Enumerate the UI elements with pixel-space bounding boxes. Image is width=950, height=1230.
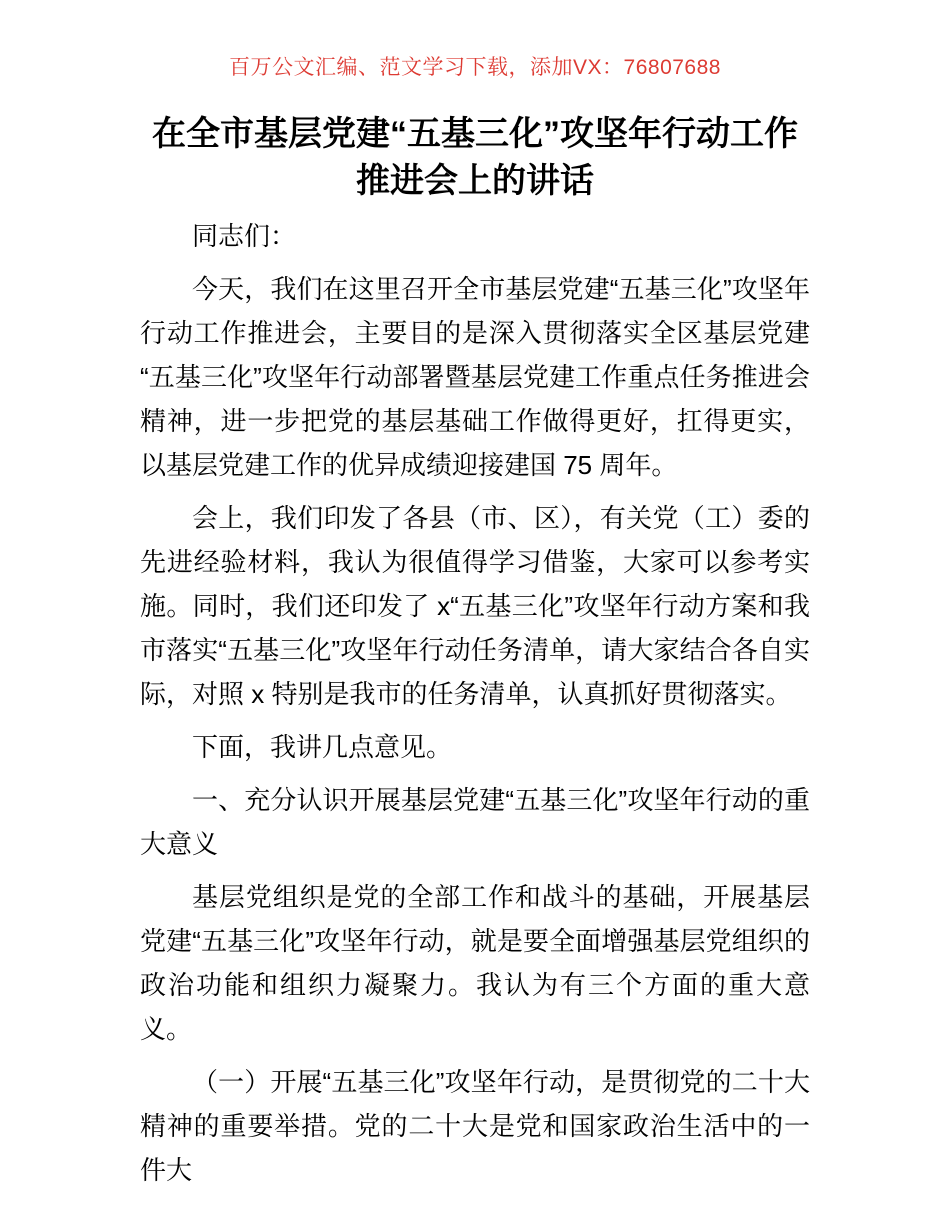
paragraph: 会上，我们印发了各县（市、区），有关党（工）委的先进经验材料，我认为很值得学习借鉴，大家可以参考实施。同时，我们还印发了 x“五基三化”攻坚年行动方案和我市落实“五基三化”攻坚年行动任务清单，请大家结合各自实际，对照 x 特别是我市的任务清单，认真抓好贯彻落实。 — [140, 503, 810, 709]
section-heading: 一、充分认识开展基层党建“五基三化”攻坚年行动的重大意义 — [140, 785, 810, 859]
document-title — [140, 111, 810, 205]
paragraph: 下面，我讲几点意见。 — [192, 732, 453, 762]
salutation-paragraph: 同志们： — [192, 221, 297, 251]
document-title-line-1: 在全市基层党建“五基三化”攻坚年行动工作 — [152, 115, 798, 153]
paragraph: 今天，我们在这里召开全市基层党建“五基三化”攻坚年行动工作推进会，主要目的是深入贯彻落实全区基层党建“五基三化”攻坚年行动部署暨基层党建工作重点任务推进会精神，进一步把党的基层基础工作做得更好，扛得更实，以基层党建工作的优异成绩迎接建国 75 周年。 — [140, 274, 810, 480]
paragraph: 基层党组织是党的全部工作和战斗的基础，开展基层党建“五基三化”攻坚年行动，就是要全面增强基层党组织的政治功能和组织力凝聚力。我认为有三个方面的重大意义。 — [140, 882, 810, 1044]
promo-header-text: 百万公文汇编、范文学习下载，添加VX：76807688 — [229, 56, 721, 79]
document-title-line-2: 推进会上的讲话 — [356, 162, 594, 200]
paragraph: （一）开展“五基三化”攻坚年行动，是贯彻党的二十大精神的重要举措。党的二十大是党和国家政治生活中的一件大 — [140, 1067, 810, 1185]
document-body — [140, 214, 810, 1192]
